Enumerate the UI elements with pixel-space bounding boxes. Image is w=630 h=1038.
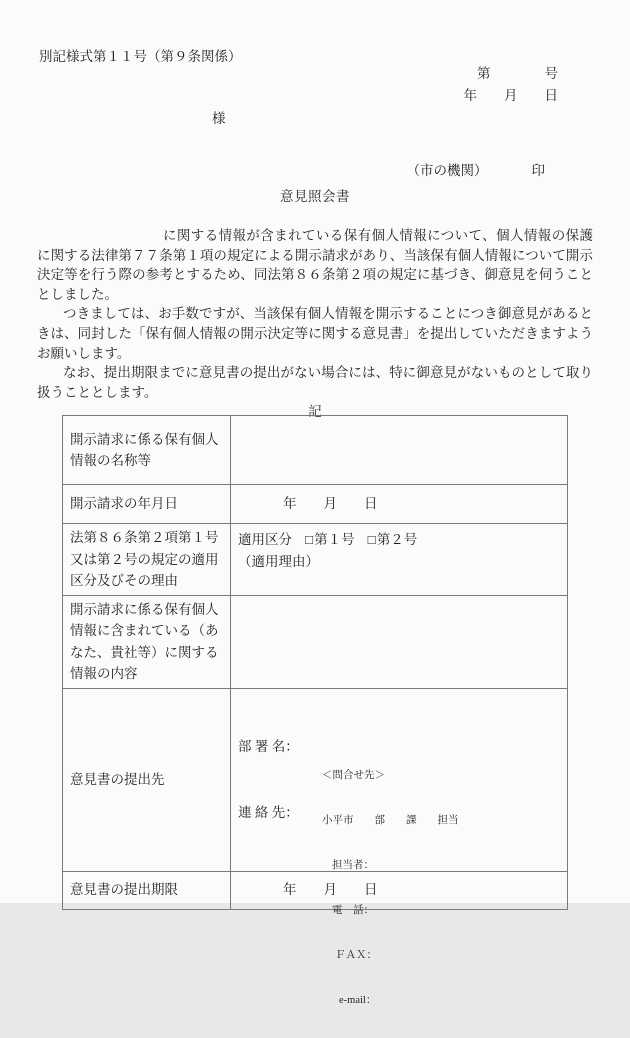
contact-staff-label: 担当者： bbox=[332, 860, 374, 871]
apply-division-label: 適用区分 bbox=[238, 532, 292, 547]
table-row-submit-destination bbox=[63, 688, 568, 871]
row-value-submit-deadline: 年 月 日 bbox=[231, 871, 568, 909]
row-label-apply-division: 法第８６条第２項第１号又は第２号の規定の適用区分及びその理由 bbox=[63, 524, 231, 596]
destination-department-label: 部 署 名： bbox=[238, 738, 299, 754]
body-text bbox=[37, 226, 593, 422]
issuer-label: （市の機関） bbox=[406, 163, 488, 178]
row-value-info-content bbox=[231, 595, 568, 688]
apply-reason-label: （適用理由） bbox=[238, 553, 319, 569]
row-label-submit-deadline: 意見書の提出期限 bbox=[63, 871, 231, 909]
row-label-held-info-name: 開示請求に係る保有個人情報の名称等 bbox=[63, 416, 231, 485]
table-row-name bbox=[63, 416, 568, 485]
table-row-info-content bbox=[63, 595, 568, 688]
form-table bbox=[62, 415, 568, 910]
contact-block bbox=[322, 738, 459, 1038]
contact-fax-label: ＦＡＸ： bbox=[335, 950, 377, 961]
issuer-row bbox=[393, 148, 545, 193]
contact-tel-label: 電 話： bbox=[332, 905, 374, 916]
row-value-request-date: 年 月 日 bbox=[231, 485, 568, 524]
row-value-apply-division bbox=[231, 524, 568, 596]
option-no2-label: 第２号 bbox=[376, 532, 418, 547]
paragraph-1: に関する情報が含まれている保有個人情報について、個人情報の保護に関する法律第７７条第１項の規定による開示請求があり、当該保有個人情報について開示決定等を行う際の参考とするため、同法第８６条第２項の規定に基づき、御意見を伺うこととしました。 bbox=[37, 228, 593, 302]
apply-division-line bbox=[238, 529, 561, 551]
table-row-request-date bbox=[63, 485, 568, 524]
record-marker: 記 bbox=[308, 404, 322, 420]
addressee-honorific: 様 bbox=[212, 111, 226, 126]
row-value-held-info-name bbox=[231, 416, 568, 485]
contact-header: ＜問合せ先＞ bbox=[322, 770, 385, 781]
contact-org-line: 小平市 部 課 担当 bbox=[322, 815, 459, 826]
row-label-request-date: 開示請求の年月日 bbox=[63, 485, 231, 524]
table-row-submit-deadline bbox=[63, 871, 568, 909]
checkbox-no2-icon[interactable]: □ bbox=[367, 532, 376, 547]
option-no1-label: 第１号 bbox=[314, 532, 355, 547]
table-row-apply-division bbox=[63, 524, 568, 596]
contact-email-label: e-mail： bbox=[339, 995, 377, 1006]
row-label-submit-destination: 意見書の提出先 bbox=[63, 688, 231, 871]
checkbox-no1-icon[interactable]: □ bbox=[305, 532, 314, 547]
document-number-line: 第 号 bbox=[477, 66, 558, 81]
option-no1 bbox=[305, 532, 355, 547]
document-title: 意見照会書 bbox=[280, 189, 350, 204]
form-style-number: 別記様式第１１号（第９条関係） bbox=[39, 49, 242, 64]
paragraph-2: つきましては、お手数ですが、当該保有個人情報を開示することにつき御意見があるときは、同封した「保有個人情報の開示決定等に関する意見書」を提出していただきますようお願いします。 bbox=[37, 306, 593, 361]
row-label-info-content: 開示請求に係る保有個人情報に含まれている（あなた、貴社等）に関する情報の内容 bbox=[63, 595, 231, 688]
destination-contact-label: 連 絡 先： bbox=[238, 804, 299, 820]
paragraph-3: なお、提出期限までに意見書の提出がない場合には、特に御意見がないものとして取り扱うこととします。 bbox=[37, 365, 593, 400]
issue-date-line: 年 月 日 bbox=[463, 88, 558, 103]
option-no2 bbox=[368, 532, 418, 547]
seal-mark: 印 bbox=[531, 163, 545, 178]
